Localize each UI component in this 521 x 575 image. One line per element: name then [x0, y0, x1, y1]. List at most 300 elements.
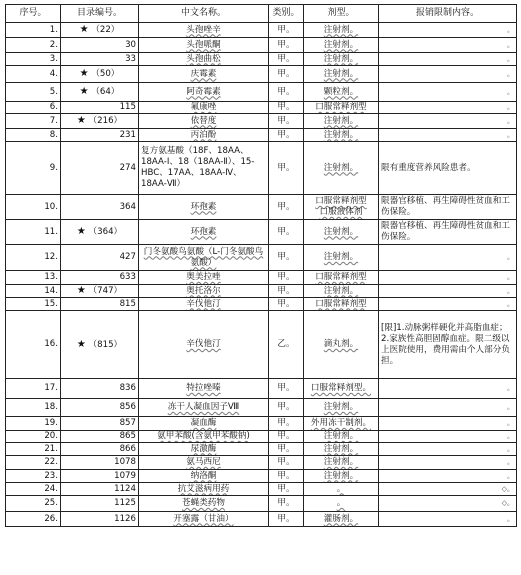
- catalog-no: 33: [125, 53, 136, 64]
- drug-name: 头孢唑辛: [186, 24, 221, 35]
- cell-reimbursement-limit: [379, 456, 517, 470]
- catalog-no: 815: [119, 298, 136, 309]
- reimbursement-limit: 。: [507, 25, 514, 34]
- cell-serial-no: [6, 23, 61, 38]
- reimbursement-limit: 。: [507, 299, 514, 308]
- cell-dosage-form: [304, 456, 379, 470]
- cell-serial-no: [6, 379, 61, 399]
- dosage-form: 注射剂。: [323, 285, 359, 296]
- cell-dosage-form: [304, 496, 379, 512]
- star-icon: ★: [76, 226, 86, 237]
- cell-dosage-form: [304, 83, 379, 102]
- serial-no: 24.: [44, 483, 58, 494]
- serial-no: 22.: [44, 457, 58, 467]
- category: 甲。: [277, 457, 295, 467]
- cell-serial-no: [6, 311, 61, 379]
- serial-no: 6.: [49, 102, 58, 112]
- table-row: [6, 496, 517, 512]
- star-icon: ★: [76, 338, 86, 350]
- cell-serial-no: [6, 220, 61, 245]
- serial-no: 5.: [49, 86, 58, 97]
- cell-dosage-form: [304, 66, 379, 83]
- table-row: [6, 417, 517, 431]
- catalog-no: 1078: [114, 457, 136, 467]
- serial-no: 8.: [49, 129, 58, 140]
- cell-serial-no: [6, 83, 61, 102]
- reimbursement-limit: 。: [507, 286, 514, 295]
- cell-serial-no: [6, 66, 61, 83]
- cell-chinese-name: [139, 311, 269, 379]
- dosage-form: 口服常释剂型 口服液体剂: [315, 196, 367, 217]
- category: 甲。: [277, 115, 295, 126]
- serial-no: 17.: [44, 383, 58, 393]
- cell-dosage-form: [304, 470, 379, 483]
- cell-serial-no: [6, 443, 61, 456]
- reimbursement-limit: 限器官移植、再生障碍性贫血和工伤保险。: [381, 196, 510, 217]
- cell-category: [269, 220, 304, 245]
- cell-chinese-name: [139, 23, 269, 38]
- dosage-form: 灌肠剂。: [323, 513, 359, 524]
- cell-catalog-no: [61, 470, 139, 483]
- drug-name: 辛伐他汀: [186, 339, 221, 349]
- table-row: [6, 195, 517, 220]
- dosage-form: 注射剂。: [323, 443, 359, 454]
- drug-reimbursement-table: [5, 4, 517, 527]
- catalog-no: 865: [119, 431, 136, 441]
- cell-category: [269, 512, 304, 527]
- cell-chinese-name: [139, 66, 269, 83]
- header-category: 类别。: [269, 5, 304, 23]
- reimbursement-limit: 。: [507, 514, 514, 523]
- table-row: [6, 142, 517, 195]
- catalog-no: 1126: [114, 513, 136, 524]
- catalog-no: 231: [119, 129, 136, 140]
- cell-category: [269, 195, 304, 220]
- cell-reimbursement-limit: [379, 102, 517, 114]
- cell-serial-no: [6, 53, 61, 66]
- cell-category: [269, 66, 304, 83]
- dosage-form: 注射剂。: [323, 39, 359, 50]
- category: 甲。: [277, 24, 295, 35]
- cell-catalog-no: [61, 38, 139, 53]
- category: 甲。: [277, 431, 295, 441]
- catalog-no: 274: [119, 162, 136, 173]
- header-chinese-name: 中文名称。: [139, 5, 269, 23]
- catalog-no: 1125: [114, 498, 136, 508]
- cell-serial-no: [6, 114, 61, 129]
- cell-reimbursement-limit: [379, 220, 517, 245]
- table-row: [6, 23, 517, 38]
- cell-category: [269, 298, 304, 311]
- cell-category: [269, 271, 304, 285]
- dosage-form: 注射剂。: [323, 53, 359, 64]
- catalog-no: 427: [119, 252, 136, 262]
- cell-chinese-name: [139, 271, 269, 285]
- cell-chinese-name: [139, 245, 269, 271]
- cell-dosage-form: [304, 23, 379, 38]
- catalog-no: 1124: [114, 483, 136, 494]
- serial-no: 16.: [44, 339, 58, 349]
- cell-reimbursement-limit: [379, 83, 517, 102]
- cell-chinese-name: [139, 142, 269, 195]
- category: 甲。: [277, 252, 295, 262]
- cell-chinese-name: [139, 456, 269, 470]
- serial-no: 14.: [44, 285, 58, 296]
- category: 甲。: [277, 498, 295, 508]
- cell-chinese-name: [139, 220, 269, 245]
- serial-no: 23.: [44, 470, 58, 481]
- cell-reimbursement-limit: [379, 53, 517, 66]
- table-row: [6, 443, 517, 456]
- catalog-no: 1079: [114, 470, 136, 481]
- cell-reimbursement-limit: [379, 470, 517, 483]
- cell-dosage-form: [304, 102, 379, 114]
- drug-name: 氨甲苯酸(含氨甲苯酸钠): [157, 431, 250, 441]
- dosage-form: 注射剂。: [323, 115, 359, 126]
- table-row: [6, 285, 517, 298]
- cell-category: [269, 129, 304, 142]
- table-row: [6, 483, 517, 496]
- cell-catalog-no: [61, 483, 139, 496]
- cell-serial-no: [6, 399, 61, 417]
- cell-chinese-name: [139, 114, 269, 129]
- cell-dosage-form: [304, 443, 379, 456]
- cell-chinese-name: [139, 417, 269, 431]
- cell-serial-no: [6, 129, 61, 142]
- table-row: [6, 379, 517, 399]
- cell-reimbursement-limit: [379, 379, 517, 399]
- dosage-form: 注射剂。: [323, 24, 359, 35]
- cell-category: [269, 285, 304, 298]
- catalog-no: 857: [119, 418, 136, 428]
- cell-catalog-no: [61, 102, 139, 114]
- cell-reimbursement-limit: [379, 66, 517, 83]
- table-row: [6, 245, 517, 271]
- drug-name: 环孢素: [190, 201, 217, 212]
- category: 甲。: [277, 86, 295, 97]
- cell-catalog-no: [61, 142, 139, 195]
- cell-catalog-no: [61, 285, 139, 298]
- serial-no: 21.: [44, 443, 58, 454]
- catalog-no: 30: [125, 39, 136, 50]
- table-row: [6, 298, 517, 311]
- drug-name: 凝血酶: [190, 418, 217, 428]
- dosage-form: 注射剂。: [323, 252, 359, 262]
- cell-dosage-form: [304, 53, 379, 66]
- cell-catalog-no: [61, 245, 139, 271]
- serial-no: 3.: [49, 53, 58, 64]
- drug-name: 门冬氨酸鸟氨酸（L-门冬氨酸鸟氨酸）: [143, 246, 264, 268]
- category: 甲。: [277, 418, 295, 428]
- dosage-form: 注射剂。: [323, 226, 359, 237]
- cell-catalog-no: [61, 417, 139, 431]
- cell-dosage-form: [304, 245, 379, 271]
- table-row: [6, 83, 517, 102]
- serial-no: 7.: [49, 115, 58, 126]
- table-row: [6, 271, 517, 285]
- category: 甲。: [277, 513, 295, 524]
- category: 甲。: [277, 402, 295, 412]
- cell-category: [269, 470, 304, 483]
- table-header-row: [6, 5, 517, 23]
- reimbursement-limit: 。: [507, 458, 514, 466]
- dosage-form: 注射剂。: [323, 68, 359, 79]
- cell-serial-no: [6, 271, 61, 285]
- cell-catalog-no: [61, 53, 139, 66]
- cell-catalog-no: [61, 399, 139, 417]
- drug-name: 冻干人凝血因子Ⅷ: [167, 402, 240, 412]
- drug-name: 纳洛酮: [190, 470, 217, 481]
- cell-serial-no: [6, 483, 61, 496]
- star-icon: ★: [79, 68, 89, 79]
- cell-category: [269, 53, 304, 66]
- drug-name: 奥美拉唑: [186, 272, 221, 282]
- category: 甲。: [277, 483, 295, 494]
- cell-reimbursement-limit: [379, 271, 517, 285]
- serial-no: 26.: [44, 513, 58, 524]
- cell-category: [269, 142, 304, 195]
- reimbursement-limit: 。: [507, 103, 514, 111]
- table-row: [6, 53, 517, 66]
- cell-reimbursement-limit: [379, 512, 517, 527]
- cell-serial-no: [6, 431, 61, 443]
- star-icon: ★: [79, 86, 89, 97]
- cell-dosage-form: [304, 483, 379, 496]
- cell-catalog-no: [61, 431, 139, 443]
- drug-name: 头孢曲松: [186, 53, 221, 64]
- reimbursement-limit: 。: [507, 130, 514, 139]
- cell-reimbursement-limit: [379, 129, 517, 142]
- cell-reimbursement-limit: [379, 38, 517, 53]
- category: 甲。: [277, 102, 295, 112]
- cell-category: [269, 311, 304, 379]
- dosage-form: 注射剂。: [323, 431, 359, 441]
- table-row: [6, 220, 517, 245]
- cell-catalog-no: [61, 379, 139, 399]
- table-row: [6, 456, 517, 470]
- star-icon: ★: [76, 285, 86, 296]
- cell-chinese-name: [139, 129, 269, 142]
- cell-category: [269, 417, 304, 431]
- cell-reimbursement-limit: [379, 23, 517, 38]
- drug-name: 氟康唑: [190, 102, 217, 112]
- header-reimbursement-limit: 报销限制内容。: [379, 5, 517, 23]
- header-dosage-form: 剂型。: [304, 5, 379, 23]
- cell-category: [269, 483, 304, 496]
- cell-serial-no: [6, 102, 61, 114]
- drug-name: 尿激酶: [190, 443, 217, 454]
- cell-reimbursement-limit: [379, 417, 517, 431]
- table-row: [6, 512, 517, 527]
- header-serial-no: 序号。: [6, 5, 61, 23]
- dosage-form: 。: [336, 483, 346, 494]
- cell-dosage-form: [304, 114, 379, 129]
- cell-serial-no: [6, 298, 61, 311]
- cell-dosage-form: [304, 431, 379, 443]
- serial-no: 15.: [44, 298, 58, 309]
- drug-name: 依替度: [190, 115, 217, 126]
- reimbursement-limit: 限有重度营养风险患者。: [381, 162, 476, 173]
- catalog-no: 115: [119, 102, 136, 112]
- cell-reimbursement-limit: [379, 195, 517, 220]
- drug-name: 阿奇霉素: [186, 86, 221, 97]
- cell-category: [269, 431, 304, 443]
- category: 甲。: [277, 443, 295, 454]
- cell-category: [269, 379, 304, 399]
- reimbursement-limit: 。: [507, 384, 514, 392]
- serial-no: 25.: [44, 498, 58, 508]
- cell-category: [269, 245, 304, 271]
- cell-chinese-name: [139, 53, 269, 66]
- cell-category: [269, 23, 304, 38]
- cell-dosage-form: [304, 38, 379, 53]
- cell-chinese-name: [139, 83, 269, 102]
- cell-category: [269, 102, 304, 114]
- reimbursement-limit: 。: [507, 419, 514, 427]
- cell-dosage-form: [304, 195, 379, 220]
- cell-reimbursement-limit: [379, 431, 517, 443]
- cell-dosage-form: [304, 399, 379, 417]
- cell-serial-no: [6, 496, 61, 512]
- catalog-no: 856: [119, 402, 136, 412]
- cell-serial-no: [6, 195, 61, 220]
- category: 甲。: [277, 162, 295, 173]
- drug-name: 头孢哌酮: [186, 39, 221, 50]
- table-row: [6, 102, 517, 114]
- cell-catalog-no: [61, 83, 139, 102]
- table-row: [6, 470, 517, 483]
- reimbursement-limit: 。: [507, 273, 514, 281]
- dosage-form: 口服常释剂型: [315, 102, 367, 112]
- drug-name: 抗艾滋病用药: [177, 483, 230, 494]
- cell-reimbursement-limit: [379, 311, 517, 379]
- serial-no: 19.: [44, 418, 58, 428]
- catalog-no: （216）: [88, 116, 123, 126]
- cell-reimbursement-limit: [379, 496, 517, 512]
- cell-catalog-no: [61, 496, 139, 512]
- category: 甲。: [277, 226, 295, 237]
- table-row: [6, 38, 517, 53]
- cell-catalog-no: [61, 66, 139, 83]
- cell-dosage-form: [304, 285, 379, 298]
- category: 甲。: [277, 53, 295, 64]
- dosage-form: 口服常释剂型: [315, 272, 367, 282]
- category: 甲。: [277, 39, 295, 50]
- cell-serial-no: [6, 245, 61, 271]
- reimbursement-limit: 。: [507, 54, 514, 63]
- cell-chinese-name: [139, 512, 269, 527]
- cell-dosage-form: [304, 142, 379, 195]
- cell-catalog-no: [61, 271, 139, 285]
- cell-dosage-form: [304, 512, 379, 527]
- cell-category: [269, 114, 304, 129]
- cell-reimbursement-limit: [379, 399, 517, 417]
- dosage-form: 注射剂。: [323, 457, 359, 467]
- table-row: [6, 66, 517, 83]
- catalog-no: 633: [119, 272, 136, 282]
- cell-dosage-form: [304, 379, 379, 399]
- table-row: [6, 399, 517, 417]
- serial-no: 20.: [44, 431, 58, 441]
- reimbursement-limit: 。: [507, 444, 514, 453]
- dosage-form: 口服常释剂型: [315, 298, 367, 309]
- serial-no: 2.: [49, 39, 58, 50]
- cell-chinese-name: [139, 483, 269, 496]
- cell-chinese-name: [139, 443, 269, 456]
- cell-reimbursement-limit: [379, 443, 517, 456]
- dosage-form: 。: [336, 498, 346, 508]
- drug-name: 氨马西尼: [186, 457, 221, 467]
- dosage-form: 口服常释剂型。: [310, 383, 372, 393]
- serial-no: 13.: [44, 272, 58, 282]
- cell-reimbursement-limit: [379, 483, 517, 496]
- cell-dosage-form: [304, 271, 379, 285]
- reimbursement-limit: 。: [507, 432, 514, 440]
- cell-serial-no: [6, 470, 61, 483]
- drug-name: 庆霉素: [190, 68, 217, 79]
- drug-name: 奥托洛尔: [186, 285, 221, 296]
- serial-no: 18.: [44, 402, 58, 412]
- dosage-form: 外用冻干制剂。: [310, 418, 372, 428]
- catalog-no: （364）: [88, 227, 123, 237]
- dosage-form: 注射剂。: [323, 162, 359, 173]
- cell-dosage-form: [304, 129, 379, 142]
- reimbursement-limit: 。: [507, 69, 514, 78]
- cell-reimbursement-limit: [379, 142, 517, 195]
- reimbursement-limit: 。: [507, 87, 514, 96]
- cell-reimbursement-limit: [379, 298, 517, 311]
- category: 乙。: [277, 339, 295, 349]
- cell-category: [269, 496, 304, 512]
- cell-catalog-no: [61, 298, 139, 311]
- reimbursement-limit: 。: [507, 253, 514, 261]
- cell-serial-no: [6, 285, 61, 298]
- reimbursement-limit: 。: [507, 403, 514, 411]
- drug-name: 辛伐他汀: [186, 298, 221, 309]
- dosage-form: 注射剂。: [323, 402, 359, 412]
- cell-catalog-no: [61, 220, 139, 245]
- cell-chinese-name: [139, 285, 269, 298]
- cell-serial-no: [6, 512, 61, 527]
- cell-serial-no: [6, 417, 61, 431]
- catalog-no: （50）: [91, 69, 120, 79]
- cell-chinese-name: [139, 195, 269, 220]
- cell-catalog-no: [61, 456, 139, 470]
- star-icon: ★: [79, 24, 89, 35]
- cell-catalog-no: [61, 129, 139, 142]
- cell-reimbursement-limit: [379, 114, 517, 129]
- cell-serial-no: [6, 142, 61, 195]
- cell-chinese-name: [139, 102, 269, 114]
- cell-catalog-no: [61, 23, 139, 38]
- category: 甲。: [277, 129, 295, 140]
- drug-name: 苍蝇类药物: [182, 498, 225, 508]
- cell-catalog-no: [61, 195, 139, 220]
- dosage-form: 颗粒剂。: [323, 86, 359, 97]
- cell-catalog-no: [61, 443, 139, 456]
- reimbursement-limit: [限]1.动脉粥样硬化并高脂血症；2.家族性高胆固醇血症。限二级以上医院使用，费用需由个人部分负担。: [381, 322, 510, 366]
- catalog-no: （815）: [88, 339, 123, 350]
- drug-name: 复方氨基酸（18F、18AA、18AA-Ⅰ、18（18AA-Ⅱ）、15-HBC、17AA、18AA-Ⅳ、18AA-Ⅶ）: [141, 146, 255, 189]
- serial-no: 11.: [44, 226, 58, 237]
- cell-chinese-name: [139, 38, 269, 53]
- catalog-no: （22）: [91, 25, 120, 35]
- category: 甲。: [277, 298, 295, 309]
- table-row: [6, 114, 517, 129]
- cell-dosage-form: [304, 220, 379, 245]
- dosage-form: 注射剂。: [323, 470, 359, 481]
- catalog-no: 364: [119, 201, 136, 212]
